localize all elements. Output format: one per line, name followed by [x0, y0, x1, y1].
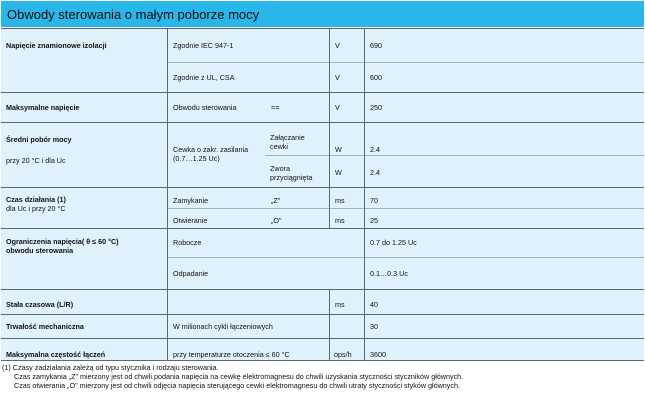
row-divider	[1, 187, 644, 188]
opening: Otwieranie	[173, 216, 208, 225]
value-30: 30	[370, 322, 378, 331]
value-operating-range: 0.7 do 1.25 Uc	[370, 238, 417, 247]
value-2-4: 2.4	[370, 168, 380, 177]
unit-v: V	[335, 103, 340, 112]
row-divider	[167, 257, 644, 258]
control-circuit: Obwodu sterowania	[173, 103, 237, 112]
row-divider	[1, 338, 644, 339]
opening-symbol: „O"	[271, 216, 282, 225]
label-avg-power: Średni pobór mocy	[6, 135, 72, 144]
label-avg-power-cond: przy 20 °C i dla Uc	[6, 156, 66, 165]
spec-table	[1, 28, 644, 361]
value-3600: 3600	[370, 350, 386, 359]
value-25: 25	[370, 216, 378, 225]
coil-range: Cewka o zakr. zasilania	[173, 145, 249, 154]
label-mechanical-durability: Trwałość mechaniczna	[6, 322, 84, 331]
unit-ms: ms	[335, 216, 345, 225]
value-70: 70	[370, 196, 378, 205]
standard-iec: Zgodnie IEC 947-1	[173, 41, 234, 50]
footnote-1: (1) Czasy zadziałania zależą od typu stycznika i rodzaju sterowania.	[2, 363, 219, 372]
label-max-switching-frequency: Maksymalna częstość łączeń	[6, 350, 106, 359]
value-250: 250	[370, 103, 382, 112]
label-max-voltage: Maksymalne napięcie	[6, 103, 80, 112]
ambient-condition: przy temperaturze otoczenia ≤ 60 °C	[173, 350, 290, 359]
value-40: 40	[370, 300, 378, 309]
unit-w: W	[335, 145, 342, 154]
label-rated-insulation-voltage: Napięcie znamionowe izolacji	[6, 41, 107, 50]
row-divider	[1, 28, 644, 29]
coil-range-values: (0.7…1.25 Uc)	[173, 154, 220, 163]
row-divider	[1, 122, 644, 123]
column-divider	[329, 289, 330, 361]
column-divider	[167, 28, 168, 361]
unit-ops-h: ops/h	[334, 350, 352, 359]
drop-out: Odpadanie	[173, 269, 209, 278]
row-divider	[265, 155, 644, 156]
standard-ul-csa: Zgodnie z UL, CSA	[173, 73, 235, 82]
closing-symbol: „Z"	[271, 196, 281, 205]
row-divider	[167, 208, 644, 209]
million-cycles: W milionach cykli łączeniowych	[173, 322, 273, 331]
row-divider	[1, 228, 644, 229]
footnotes	[2, 363, 643, 390]
label-voltage-limits-2: obwodu sterowania	[6, 246, 74, 255]
value-600: 600	[370, 73, 382, 82]
unit-v: V	[335, 73, 340, 82]
unit-v: V	[335, 41, 340, 50]
unit-w: W	[335, 168, 342, 177]
row-divider	[1, 360, 644, 361]
row-divider	[167, 62, 644, 63]
column-divider	[364, 28, 365, 361]
label-voltage-limits: Ograniczenia napięcia( θ ≤ 60 °C)	[6, 237, 119, 246]
switch-on-coil-2: cewki	[270, 142, 288, 151]
footnote-closing-time: Czas zamykania „Z" mierzony jest od chwili podania napięcia na cewkę elektromagnesu do chwili uzyskania styczności styczników głównych.	[14, 372, 464, 381]
table-title: Obwody sterowania o małym poborze mocy	[1, 1, 644, 27]
value-drop-out-range: 0.1…0.3 Uc	[370, 269, 408, 278]
row-divider	[1, 92, 644, 93]
value-690: 690	[370, 41, 382, 50]
label-time-constant: Stała czasowa (L/R)	[6, 300, 74, 309]
armature-attracted-2: przyciągnięta	[270, 173, 313, 182]
switch-on-coil: Załączanie	[270, 133, 305, 142]
label-operating-time-cond: dla Uc i przy 20 °C	[6, 204, 66, 213]
footnote-opening-time: Czas otwierania „O" mierzony jest od chwili odjęcia napięcia sterującego cewki elektromagnesu do chwili utraty styczności styków głównych.	[14, 381, 460, 390]
operating: Robocze	[173, 238, 202, 247]
unit-ms: ms	[335, 300, 345, 309]
column-divider	[329, 28, 330, 228]
armature-attracted: Zwora	[270, 164, 290, 173]
dc-symbol: ==	[271, 103, 280, 112]
row-divider	[1, 314, 644, 315]
value-2-4: 2.4	[370, 145, 380, 154]
closing: Zamykanie	[173, 196, 209, 205]
unit-ms: ms	[335, 196, 345, 205]
row-divider	[1, 289, 644, 290]
label-operating-time: Czas działania (1)	[6, 195, 66, 204]
